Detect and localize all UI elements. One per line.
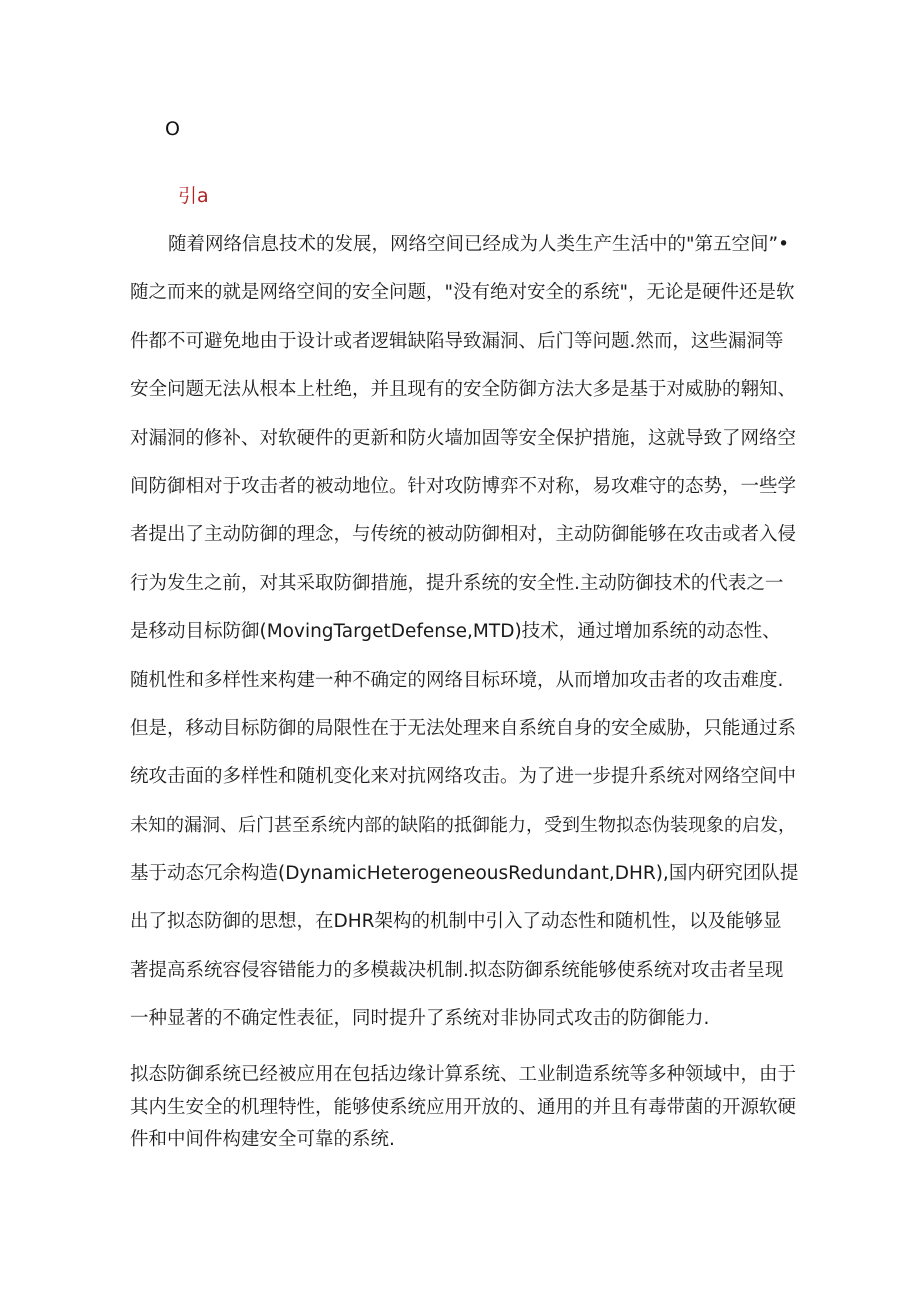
paragraph-line: 行为发生之前，对其采取防御措施，提升系统的安全性.主动防御技术的代表之一 <box>130 572 784 594</box>
section-heading: 引a <box>178 185 209 207</box>
paragraph-line: 其内生安全的机理特性，能够使系统应用开放的、通用的并且有毒带菌的开源软硬 <box>130 1096 797 1118</box>
paragraph-line: 件和中间件构建安全可靠的系统. <box>130 1129 395 1150</box>
paragraph-line: 统攻击面的多样性和随机变化来对抗网络攻击。为了进一步提升系统对网络空间中 <box>130 766 797 788</box>
paragraph-line: 随着网络信息技术的发展，网络空间已经成为人类生产生活中的"第五空间”• <box>168 234 790 255</box>
paragraph-line: 者提出了主动防御的理念，与传统的被动防御相对，主动防御能够在攻击或者入侵 <box>130 524 797 546</box>
section-marker: O <box>165 118 180 140</box>
paragraph-line: 对漏洞的修补、对软硬件的更新和防火墙加固等安全保护措施，这就导致了网络空 <box>130 427 797 449</box>
paragraph-line: 件都不可避免地由于设计或者逻辑缺陷导致漏洞、后门等问题.然而，这些漏洞等 <box>130 330 784 352</box>
paragraph-line: 基于动态冗余构造(DynamicHeterogeneousRedundant,DHR),国内研究团队提 <box>130 863 799 885</box>
paragraph-line: 安全问题无法从根本上杜绝，并且现有的安全防御方法大多是基于对威胁的翱知、 <box>130 379 797 401</box>
paragraph-line: 出了拟态防御的思想，在DHR架构的机制中引入了动态性和随机性，以及能够显 <box>130 911 782 933</box>
paragraph-line: 未知的漏洞、后门甚至系统内部的缺陷的抵御能力，受到生物拟态伪装现象的启发， <box>130 814 796 836</box>
paragraph-line: 随之而来的就是网络空间的安全问题，"没有绝对安全的系统"，无论是硬件还是软 <box>130 282 795 304</box>
paragraph-line: 拟态防御系统已经被应用在包括边缘计算系统、工业制造系统等多种领域中，由于 <box>130 1064 797 1085</box>
paragraph-line: 随机性和多样性来构建一种不确定的网络目标环境，从而增加攻击者的攻击难度. <box>130 669 784 691</box>
paragraph-application <box>130 1060 810 1158</box>
paragraph-line: 是移动目标防御(MovingTargetDefense,MTD)技术，通过增加系统的动态性、 <box>130 621 781 643</box>
paragraph-intro <box>130 230 810 1053</box>
paragraph-line: 间防御相对于攻击者的被动地位。针对攻防博弈不对称，易攻难守的态势，一些学 <box>130 475 797 497</box>
paragraph-line: 一种显著的不确定性表征，同时提升了系统对非协同式攻击的防御能力. <box>130 1008 710 1030</box>
paragraph-line: 著提高系统容侵容错能力的多模裁决机制.拟态防御系统能够使系统对攻击者呈现 <box>130 959 784 981</box>
paragraph-line: 但是，移动目标防御的局限性在于无法处理来自系统自身的安全威胁，只能通过系 <box>130 717 797 739</box>
